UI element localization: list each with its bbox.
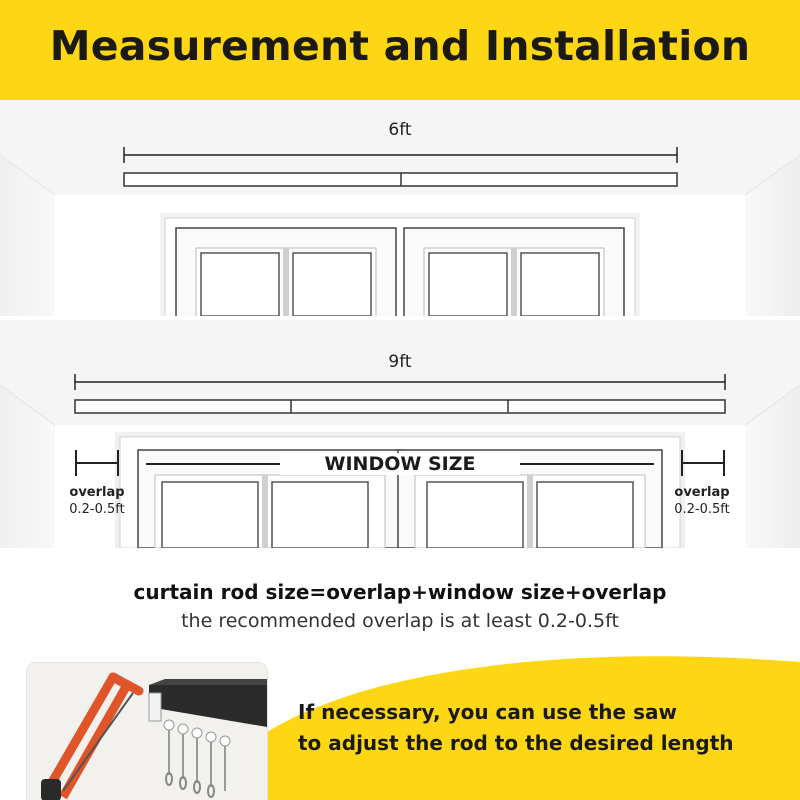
overlap-right-value: 0.2-0.5ft [674, 502, 730, 517]
tip-line-2: to adjust the rod to the desired length [298, 731, 734, 755]
overlap-right-title: overlap [674, 485, 730, 500]
window-size-label: WINDOW SIZE [280, 453, 520, 475]
scene-6ft [0, 100, 800, 316]
rod-length-label-9ft: 9ft [388, 352, 412, 372]
curtain-rod-6ft [124, 173, 677, 186]
rod-length-label-6ft: 6ft [388, 120, 412, 140]
overlap-left-title: overlap [69, 485, 125, 500]
header-banner [0, 0, 800, 100]
hacksaw-icon [41, 677, 139, 800]
overlap-left-value: 0.2-0.5ft [69, 502, 125, 517]
formula-note: the recommended overlap is at least 0.2-0.5ft [181, 610, 619, 632]
tip-line-1: If necessary, you can use the saw [298, 700, 677, 724]
saw-photo-card [26, 662, 268, 800]
formula-equation: curtain rod size=overlap+window size+overlap [133, 580, 667, 604]
window-9ft [115, 432, 685, 548]
window-6ft [160, 213, 640, 316]
overlap-left [57, 485, 137, 517]
overlap-right [662, 485, 742, 517]
page-title: Measurement and Installation [49, 22, 751, 70]
curtain-hooks-icon [164, 720, 230, 797]
curtain-track-icon [149, 679, 267, 727]
curtain-rod-9ft [75, 400, 725, 413]
